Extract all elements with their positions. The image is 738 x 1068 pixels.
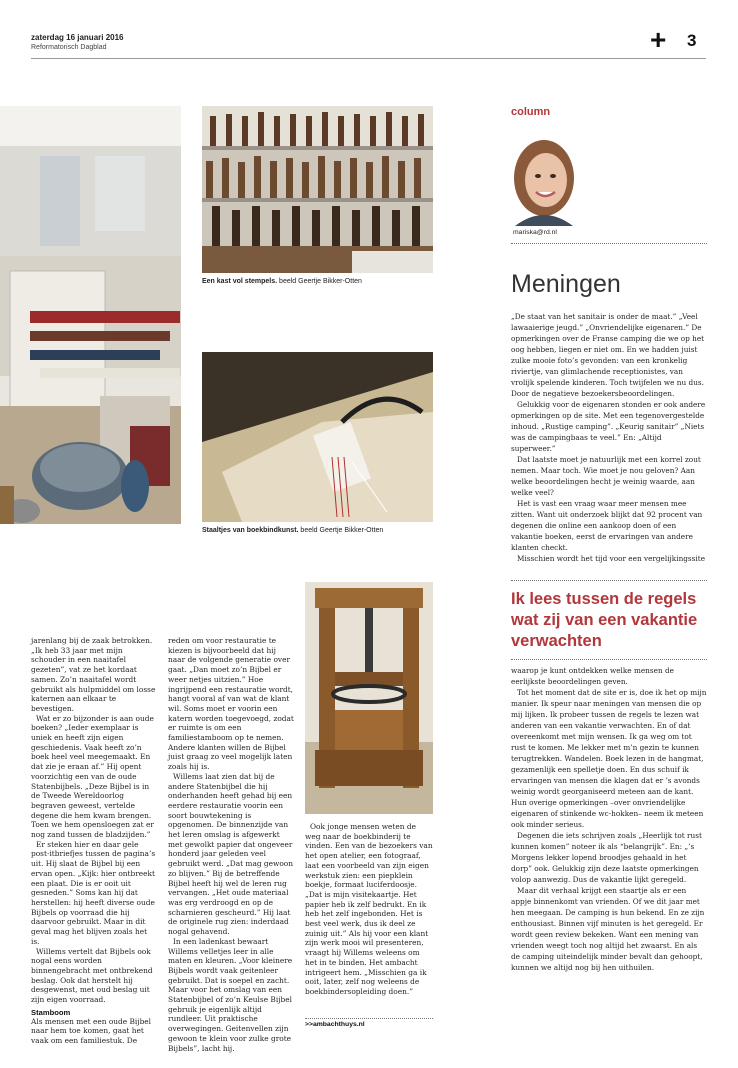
- photo-bookpress-image: [305, 582, 433, 814]
- column-text-bottom: [511, 665, 707, 973]
- page-number: 3: [687, 31, 697, 50]
- stamps-caption-credit: beeld Geertje Bikker-Otten: [279, 278, 362, 285]
- col3-paragraph: Ook jonge mensen weten de weg naar de boekbinderij te vinden. Een van de bezoekers van het open atelier, een fotograaf, laat een voorbeeld van zijn eigen werkstuk zien: een piepklein boekje, formaat luciferdoosje. „Dat is mijn visitekaartje. Het papier heb ik zelf bedrukt. En ik heb het zelf ingebonden. Het is best veel werk, dus ik deel ze zuinig uit.” Als hij voor een klant zijn werk mooi wil presenteren, vraagt hij Willems weleens om het in te binden. Het ambacht intrigeert hem. „Misschien ga ik ooit, later, zelf nog weleens de boekbindersopleiding doen.”: [305, 822, 433, 996]
- stamps-caption-title: Een kast vol stempels.: [202, 278, 278, 285]
- headline-top-divider: [511, 580, 707, 581]
- column-text-top: [511, 311, 707, 564]
- col1-paragraph: Als mensen met een oude Bijbel naar hem toe komen, gaat het vaak om een familiestuk. De: [31, 1016, 152, 1046]
- col2-paragraph: Willems laat zien dat bij de andere Statenbijbel die hij onderhanden heeft gehad bij een eerdere restauratie voorin een soort bouwtekening is opgenomen. De binnenzijde van het leren omslag is afgewerkt met gewolkt papier dat ongeveer honderd jaar geleden veel gebruikt werd. „Dat mag gewoon zo blijven.” Bij de betreffende Bijbel heeft hij wel de leren rug vervangen. „Het oude materiaal was erg verdroogd en op de scharnieren gescheurd.” Hij laat de originele rug zien: inderdaad nogal gehavend.: [168, 771, 294, 937]
- col1-paragraph: jarenlang bij de zaak betrokken. „Ik heb 33 jaar met mijn schouder in een naaitafel gezeten”, vat ze het kordaat samen. Zo’n naaitafel wordt gebruikt als hulpmiddel om losse katernen aan elkaar te bevestigen.: [31, 636, 156, 713]
- column-paragraph: Het is vast een vraag waar meer mensen mee zitten. Want uit onderzoek blijkt dat 92 procent van degenen die online een aankoop doen of een vakantie boeken, eerst de ervaringen van andere klanten checkt.: [511, 499, 703, 552]
- author-email[interactable]: mariska@rd.nl: [513, 229, 557, 236]
- plus-logo: +: [650, 24, 667, 55]
- column-paragraph: „De staat van het sanitair is onder de maat.” „Veel lawaaierige jeugd.” „Onvriendelijke eigenaren.” De opmerkingen over de Franse camping die we op het oog hebben, liegen er niet om. En we hadden juist zulke mooie foto’s gevonden: van een kronkelig riviertje, van glimlachende receptionistes, van vrolijk spelende kinderen. Toch twijfelen we nu dus. Door de negatieve bezoekersbeoordelingen.: [511, 312, 705, 398]
- column-paragraph: Dat laatste moet je natuurlijk met een korrel zout nemen. Maar toch. Wie moet je nou geloven? Aan welke beoordelingen hecht je weinig waarde, aan welke veel?: [511, 455, 701, 497]
- article-column-1: [31, 636, 157, 1046]
- header-date: zaterdag 16 januari 2016: [31, 33, 124, 42]
- col2-paragraph: reden om voor restauratie te kiezen is bijvoorbeeld dat hij naar de volgende generatie over gaat. „Dan moet zo’n Bijbel er weer netjes uitzien.” Hoe ingrijpend een restauratie wordt, hangt vooral af van wat de klant wil. Soms moet er voorin een katern worden toegevoegd, zodat er ruimte is om een familiestamboom op te nemen. Andere klanten willen de Bijbel juist graag zo veel mogelijk laten zoals hij is.: [168, 636, 294, 772]
- article-column-3: [305, 822, 433, 997]
- bookbinding-caption-title: Staaltjes van boekbindkunst.: [202, 527, 299, 534]
- article-column-2: [168, 636, 294, 1053]
- photo-bookbinding: [202, 352, 433, 522]
- column-top-divider: [511, 243, 707, 244]
- photo-workshop-image: [0, 106, 181, 524]
- bookbinding-caption: [202, 527, 383, 534]
- col1-paragraph: Willems vertelt dat Bijbels ook nogal eens worden binnengebracht met ontbrekend beslag. Ook dat herstelt hij desgewenst, met oud beslag uit zijn eigen voorraad.: [31, 946, 153, 1005]
- author-portrait: [511, 134, 577, 226]
- column-paragraph: Tot het moment dat de site er is, doe ik het op mijn manier. Ik speur naar meningen van mensen die op mij lijken. Ik probeer tussen de regels te lezen wat anderen van een vakantie verwachten. En of dat overeenkomt met mijn wensen. Ik ga weg om tot rust te komen. Me lekker met m’n gezin te kunnen terugtrekken. Wandelen. Boek lezen in de hangmat, gezamenlijk een spelletje doen. En dus schuif ik ervaringen van mensen die klagen dat er ’s avonds weinig wordt georganiseerd meteen aan de kant. Hun overige opmerkingen –over onvriendelijke eigenaren of stinkende wc-hokken– neem ik meteen ook minder serieus.: [511, 688, 707, 829]
- header-paper-name: Reformatorisch Dagblad: [31, 44, 107, 51]
- url-divider: [305, 1018, 433, 1019]
- bookbinding-caption-credit: beeld Geertje Bikker-Otten: [300, 527, 384, 534]
- header-rule: [31, 58, 706, 59]
- photo-workshop: [0, 106, 181, 524]
- photo-bookbinding-image: [202, 352, 433, 522]
- col1-paragraph: Wat er zo bijzonder is aan oude boeken? „Ieder exemplaar is uniek en heeft zijn eigen geschiedenis. Vaak heeft zo’n boek heel veel meegemaakt. En dat zie je eraan af.” Hij opent voorzichtig een van de oude Statenbijbels. „Deze Bijbel is in de Tweede Wereldoorlog begraven geweest, vertelde degene die hem kwam brengen. Toen we hem opensloegen zat er nog zand tussen de bladzijden.”: [31, 713, 154, 840]
- column-pull-quote: Ik lees tussen de regels wat zij van een vakantie verwachten: [511, 590, 698, 650]
- column-paragraph: Maar dit verhaal krijgt een staartje als er een appje binnenkomt van vrienden. Of we dit jaar met hen meegaan. De camping is hun bekend. En ze zijn enthousiast. Binnen vijf minuten is het geregeld. Er wordt geen review bekeken. Want een mening van vrienden weegt toch nog altijd het zwaarst. En als de camping uiteindelijk minder bevalt dan gehoopt, kunnen we altijd nog bij hen uithuilen.: [511, 886, 705, 972]
- column-paragraph: Gelukkig voor de eigenaren stonden er ook andere opmerkingen op de site. Met een tegenovergestelde inhoud. „Rustige camping”. „Keurig sanitair” „Niets was de campingbaas te veel.” En: „Altijd superweer.”: [511, 400, 706, 453]
- stamps-caption: [202, 278, 362, 285]
- author-photo: [511, 134, 577, 226]
- column-paragraph: Degenen die iets schrijven zoals „Heerlijk tot rust kunnen komen” noteer ik als “belangrijk”. En: „’s Morgens lekker lopend broodjes gehaald in het dorp” ook. Gelukkig zijn deze laatste opmerkingen volop aanwezig. Dus de vakantie lijkt geregeld.: [511, 831, 702, 884]
- column-title: Meningen: [511, 270, 621, 298]
- col2-paragraph: In een ladenkast bewaart Willems velletjes leer in alle maten en kleuren. „Voor kleinere Bijbels wordt vaak geitenleer gebruikt. Dat is soepel en zacht. Maar voor het omslag van een Statenbijbel of zo’n Keulse Bijbel gebruik je eigenlijk altijd rundleer. Uit praktische overwegingen. Geitenvellen zijn gewoon te klein voor zulke grote Bijbels”, lacht hij.: [168, 936, 293, 1053]
- column-paragraph: waarop je kunt ontdekken welke mensen de eerlijkste beoordelingen geven.: [511, 666, 674, 686]
- photo-stamps: [202, 106, 433, 273]
- photo-stamps-image: [202, 106, 433, 273]
- column-label: column: [511, 106, 551, 118]
- column-paragraph: Misschien wordt het tijd voor een vergelijkingssite: [517, 554, 706, 563]
- photo-bookpress: [305, 582, 433, 814]
- col1-paragraph: Er steken hier en daar gele post-itbriefjes tussen de pagina’s uit. Hij slaat de Bijbel bij een ervan open. „Kijk: hier ontbreekt een plaat. Die is er ooit uit gesneden.” Soms kan hij dat herstellen: hij heeft diverse oude Bijbels op voorraad die hij daarvoor gebruikt. Maar in dit geval mag het blijven zoals het is.: [31, 839, 156, 946]
- subhead-stamboom: Stamboom: [31, 1007, 71, 1017]
- headline-bottom-divider: [511, 659, 707, 660]
- source-link[interactable]: >>ambachthuys.nl: [305, 1021, 365, 1028]
